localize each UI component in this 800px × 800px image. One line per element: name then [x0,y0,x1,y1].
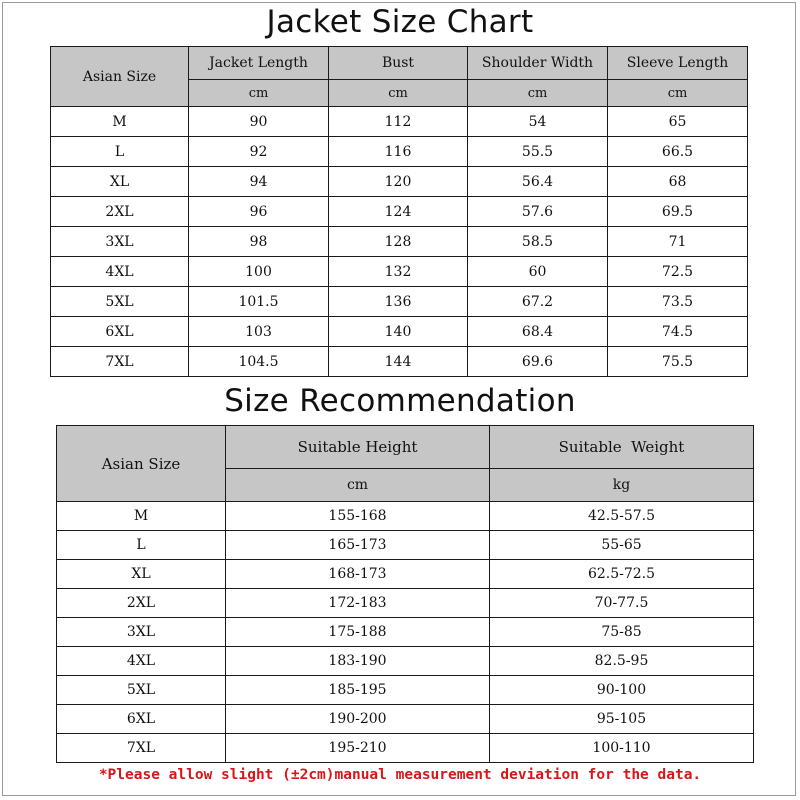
size-label-cell: 2XL [57,589,226,618]
unit-cell: cm [608,80,748,107]
value-cell: 98 [189,227,329,257]
table-row [57,647,754,676]
value-cell: 92 [189,137,329,167]
size-recommendation-rows [57,502,754,763]
table-row [57,531,754,560]
unit-cell: cm [226,469,490,502]
value-cell: 95-105 [490,705,754,734]
size-label-cell: 2XL [51,197,189,227]
value-cell: 94 [189,167,329,197]
value-cell: 155-168 [226,502,490,531]
size-label-cell: XL [51,167,189,197]
value-cell: 58.5 [468,227,608,257]
value-cell: 175-188 [226,618,490,647]
value-cell: 82.5-95 [490,647,754,676]
size-label-cell: 7XL [57,734,226,763]
table-row [57,676,754,705]
value-cell: 66.5 [608,137,748,167]
value-cell: 54 [468,107,608,137]
size-chart-title: Jacket Size Chart [266,4,534,40]
measurement-footnote: *Please allow slight (±2cm)manual measurement deviation for the data. [98,767,702,783]
value-cell: 60 [468,257,608,287]
table-row [51,197,748,227]
unit-cell: cm [189,80,329,107]
value-cell: 75-85 [490,618,754,647]
table-row [51,167,748,197]
table-row [57,589,754,618]
value-cell: 68.4 [468,317,608,347]
size-label-cell: 6XL [57,705,226,734]
table-row [57,560,754,589]
value-cell: 101.5 [189,287,329,317]
value-cell: 90 [189,107,329,137]
table-row [51,257,748,287]
unit-cell: cm [329,80,468,107]
value-cell: 165-173 [226,531,490,560]
value-cell: 112 [329,107,468,137]
value-cell: 132 [329,257,468,287]
value-cell: 116 [329,137,468,167]
value-cell: 55-65 [490,531,754,560]
value-cell: 62.5-72.5 [490,560,754,589]
value-cell: 70-77.5 [490,589,754,618]
value-cell: 72.5 [608,257,748,287]
value-cell: 90-100 [490,676,754,705]
size-label-cell: 5XL [57,676,226,705]
table-row [57,734,754,763]
value-cell: 124 [329,197,468,227]
size-recommendation-table [56,425,754,763]
table-row [57,705,754,734]
value-cell: 69.5 [608,197,748,227]
size-label-cell: 4XL [57,647,226,676]
value-cell: 42.5-57.5 [490,502,754,531]
column-header-bust: Bust [329,47,468,80]
value-cell: 67.2 [468,287,608,317]
value-cell: 190-200 [226,705,490,734]
value-cell: 195-210 [226,734,490,763]
value-cell: 56.4 [468,167,608,197]
value-cell: 73.5 [608,287,748,317]
value-cell: 140 [329,317,468,347]
size-label-cell: 5XL [51,287,189,317]
size-label-cell: 7XL [51,347,189,377]
column-header-suitable-height: Suitable Height [226,426,490,469]
table-row [57,618,754,647]
value-cell: 128 [329,227,468,257]
size-label-cell: M [57,502,226,531]
value-cell: 185-195 [226,676,490,705]
value-cell: 104.5 [189,347,329,377]
value-cell: 168-173 [226,560,490,589]
table-row [51,347,748,377]
value-cell: 136 [329,287,468,317]
table-row [51,107,748,137]
size-label-cell: 6XL [51,317,189,347]
size-label-cell: 4XL [51,257,189,287]
asian-size-header: Asian Size [51,47,189,107]
table-row [51,317,748,347]
value-cell: 183-190 [226,647,490,676]
size-recommendation-title: Size Recommendation [224,383,576,419]
table-row [51,287,748,317]
table-row [57,502,754,531]
value-cell: 96 [189,197,329,227]
unit-cell: kg [490,469,754,502]
size-label-cell: L [51,137,189,167]
value-cell: 69.6 [468,347,608,377]
column-header-shoulder-width: Shoulder Width [468,47,608,80]
column-header-jacket-length: Jacket Length [189,47,329,80]
size-label-cell: M [51,107,189,137]
table-row [51,227,748,257]
value-cell: 120 [329,167,468,197]
value-cell: 100 [189,257,329,287]
column-header-suitable-weight: Suitable Weight [490,426,754,469]
value-cell: 68 [608,167,748,197]
value-cell: 100-110 [490,734,754,763]
jacket-size-rows [51,107,748,377]
value-cell: 144 [329,347,468,377]
header-row [51,47,748,80]
jacket-size-table [50,46,748,377]
size-label-cell: L [57,531,226,560]
asian-size-header: Asian Size [57,426,226,502]
value-cell: 71 [608,227,748,257]
value-cell: 172-183 [226,589,490,618]
table-row [51,137,748,167]
value-cell: 57.6 [468,197,608,227]
column-header-sleeve-length: Sleeve Length [608,47,748,80]
unit-cell: cm [468,80,608,107]
size-label-cell: 3XL [51,227,189,257]
value-cell: 55.5 [468,137,608,167]
size-label-cell: 3XL [57,618,226,647]
value-cell: 65 [608,107,748,137]
value-cell: 75.5 [608,347,748,377]
header-row [57,426,754,469]
value-cell: 103 [189,317,329,347]
size-label-cell: XL [57,560,226,589]
value-cell: 74.5 [608,317,748,347]
